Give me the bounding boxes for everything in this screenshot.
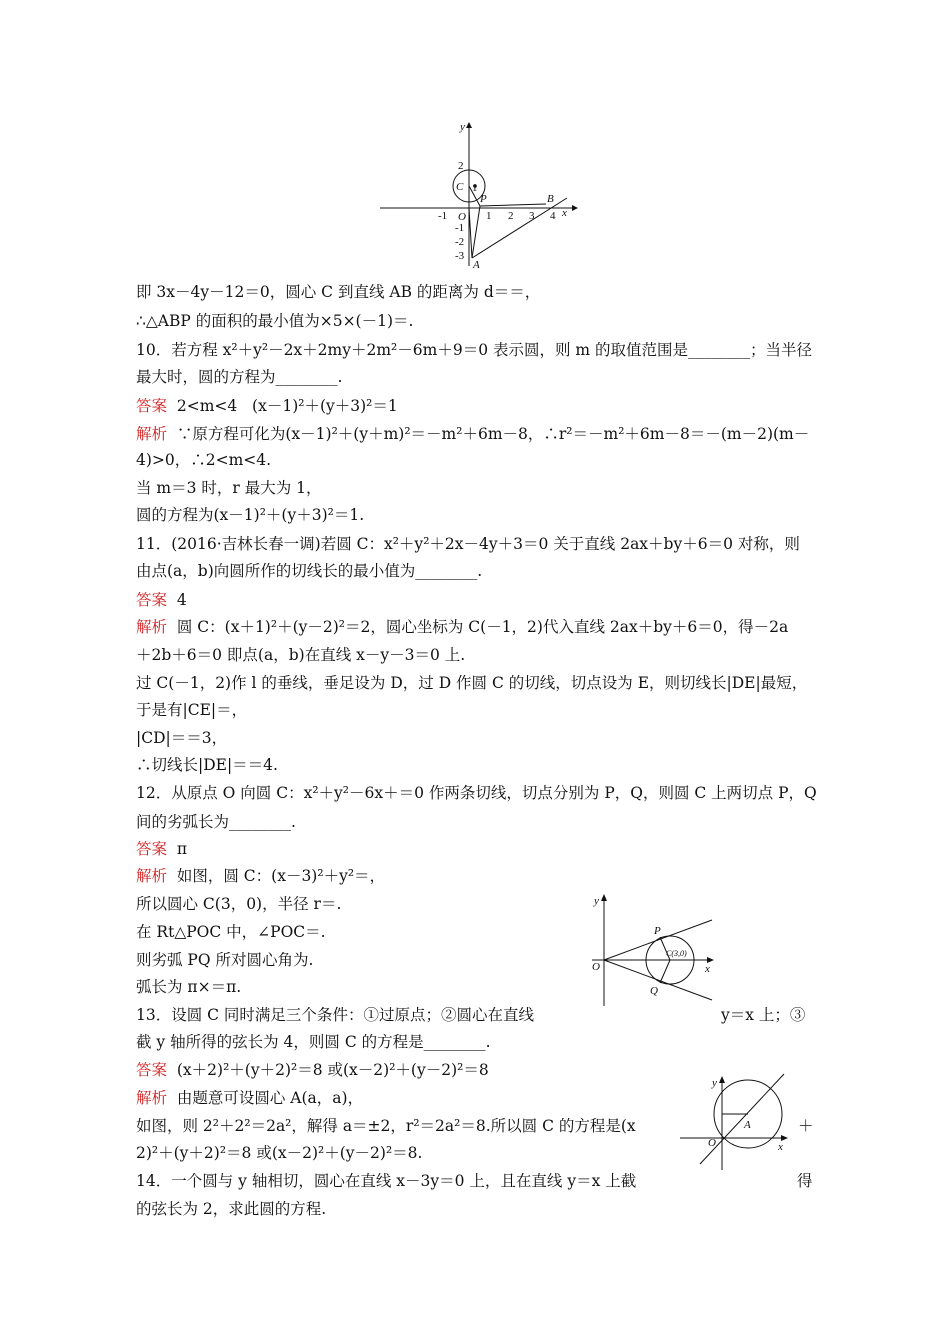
text-line: 13．设圆 C 同时满足三个条件：①过原点；②圆心在直线: [136, 1006, 534, 1024]
text-line: 即 3x－4y－12＝0，圆心 C 到直线 AB 的距离为 d＝＝，: [136, 283, 541, 301]
analysis-line: 解析 ∵原方程可化为(x－1)²＋(y＋m)²＝－m²＋6m－8，∴r²＝－m²＋6m－8＝－(m－2)(m－: [136, 425, 810, 443]
p-label: P: [480, 193, 487, 205]
tick-y: -3: [455, 250, 465, 262]
analysis-tag: 解析: [136, 867, 168, 885]
analysis-line: 解析 由题意可设圆心 A(a，a)，: [136, 1089, 364, 1107]
tick-x: -1: [438, 210, 448, 222]
text-line: 在 Rt△POC 中，∠POC＝.: [136, 923, 326, 941]
answer-tag: 答案: [136, 397, 168, 415]
segment-ap: [472, 206, 480, 258]
analysis-tag: 解析: [136, 425, 168, 443]
segment-pb: [480, 204, 546, 206]
x-label: x: [705, 963, 710, 975]
text-line: 过 C(－1，2)作 l 的垂线，垂足设为 D，过 D 作圆 C 的切线，切点设为 E，则切线长|DE|最短，: [136, 674, 808, 692]
tick-x: 1: [486, 210, 492, 222]
radius-cq: [660, 960, 670, 983]
text-line-right: y＝x 上；③: [721, 1006, 806, 1024]
figure-circle-line: [678, 1072, 790, 1172]
y-label: y: [712, 1077, 717, 1089]
c-label: C: [456, 181, 464, 193]
text-line-right: ＋: [798, 1117, 814, 1135]
figure-tangent-lines: [590, 892, 720, 1008]
origin-label: O: [458, 211, 466, 223]
text-line: 的弦长为 2，求此圆的方程.: [136, 1200, 327, 1218]
text-line: 12．从原点 O 向圆 C：x²＋y²－6x＋＝0 作两条切线，切点分别为 P，Q，则圆 C 上两切点 P，Q: [136, 784, 817, 802]
tick-y: 2: [458, 160, 464, 172]
q-label: Q: [650, 985, 658, 997]
line-ab: [472, 198, 567, 258]
b-label: B: [547, 193, 554, 205]
text-line: 于是有|CE|＝，: [136, 701, 248, 719]
text-line: 圆的方程为(x－1)²＋(y＋3)²＝1.: [136, 506, 365, 524]
text-line: 2)²＋(y＋2)²＝8 或(x－2)²＋(y－2)²＝8.: [136, 1144, 423, 1162]
analysis-tag: 解析: [136, 1089, 168, 1107]
origin-label: O: [592, 961, 600, 973]
tick-x: 2: [508, 210, 514, 222]
text-line: 弧长为 π×＝π.: [136, 978, 242, 996]
answer-line: 答案 π: [136, 840, 188, 858]
text-line: 当 m＝3 时，r 最大为 1，: [136, 479, 322, 497]
text-line: 截 y 轴所得的弦长为 4，则圆 C 的方程是________.: [136, 1033, 491, 1051]
text-line: 由点(a，b)向圆所作的切线长的最小值为________.: [136, 562, 483, 580]
answer-line: 答案 (x＋2)²＋(y＋2)²＝8 或(x－2)²＋(y－2)²＝8: [136, 1061, 489, 1079]
tick-y: -1: [455, 222, 465, 234]
x-label: x: [778, 1141, 783, 1153]
text-line: 4)>0，∴2<m<4.: [136, 451, 272, 469]
answer-line: 答案 4: [136, 591, 187, 609]
answer-tag: 答案: [136, 840, 168, 858]
tick-x: 4: [550, 210, 556, 222]
text-line: 则劣弧 PQ 所对圆心角为.: [136, 951, 314, 969]
text-line: 所以圆心 C(3，0)，半径 r＝.: [136, 895, 342, 913]
answer-line: 答案 2<m<4 (x－1)²＋(y＋3)²＝1: [136, 397, 398, 415]
analysis-line: 解析 如图，圆 C：(x－3)²＋y²＝，: [136, 867, 386, 885]
y-label: y: [594, 895, 599, 907]
text-line: 如图，则 2²＋2²＝2a²，解得 a＝±2，r²＝2a²＝8.所以圆 C 的方程是(x: [136, 1117, 636, 1135]
c-label: C(3,0): [666, 949, 687, 958]
text-line: 11．(2016·吉林长春一调)若圆 C：x²＋y²＋2x－4y＋3＝0 关于直线 2ax＋by＋6＝0 对称，则: [136, 535, 800, 553]
figure-circle-triangle: [376, 118, 582, 270]
a-label: A: [473, 259, 480, 270]
tick-x: 3: [529, 210, 535, 222]
text-line: ∴△ABP 的面积的最小值为×5×(－1)＝.: [136, 312, 414, 330]
text-line: ∴切线长|DE|＝＝4.: [136, 756, 278, 774]
p-label: P: [654, 925, 661, 937]
analysis-tag: 解析: [136, 618, 168, 636]
text-line: 最大时，圆的方程为________.: [136, 368, 343, 386]
answer-tag: 答案: [136, 591, 168, 609]
text-line: ＋2b＋6＝0 即点(a，b)在直线 x－y－3＝0 上.: [136, 646, 466, 664]
x-label: x: [562, 207, 567, 219]
tick-y: -2: [455, 236, 465, 248]
text-line: |CD|＝＝3，: [136, 729, 228, 747]
answer-tag: 答案: [136, 1061, 168, 1079]
y-label: y: [460, 121, 465, 133]
tangent-oq: [604, 960, 712, 1000]
text-line: 间的劣弧长为________.: [136, 813, 296, 831]
origin-label: O: [708, 1137, 716, 1149]
text-line: 14．一个圆与 y 轴相切，圆心在直线 x－3y＝0 上，且在直线 y＝x 上截: [136, 1172, 637, 1190]
analysis-line: 解析 圆 C：(x＋1)²＋(y－2)²＝2，圆心坐标为 C(－1，2)代入直线 2ax＋by＋6＝0，得－2a: [136, 618, 789, 636]
text-line: 10．若方程 x²＋y²－2x＋2my＋2m²－6m＋9＝0 表示圆，则 m 的取值范围是________；当半径: [136, 341, 813, 359]
a-label: A: [744, 1119, 751, 1131]
text-line-right: 得: [797, 1172, 813, 1190]
tick-y: 1: [472, 182, 478, 194]
